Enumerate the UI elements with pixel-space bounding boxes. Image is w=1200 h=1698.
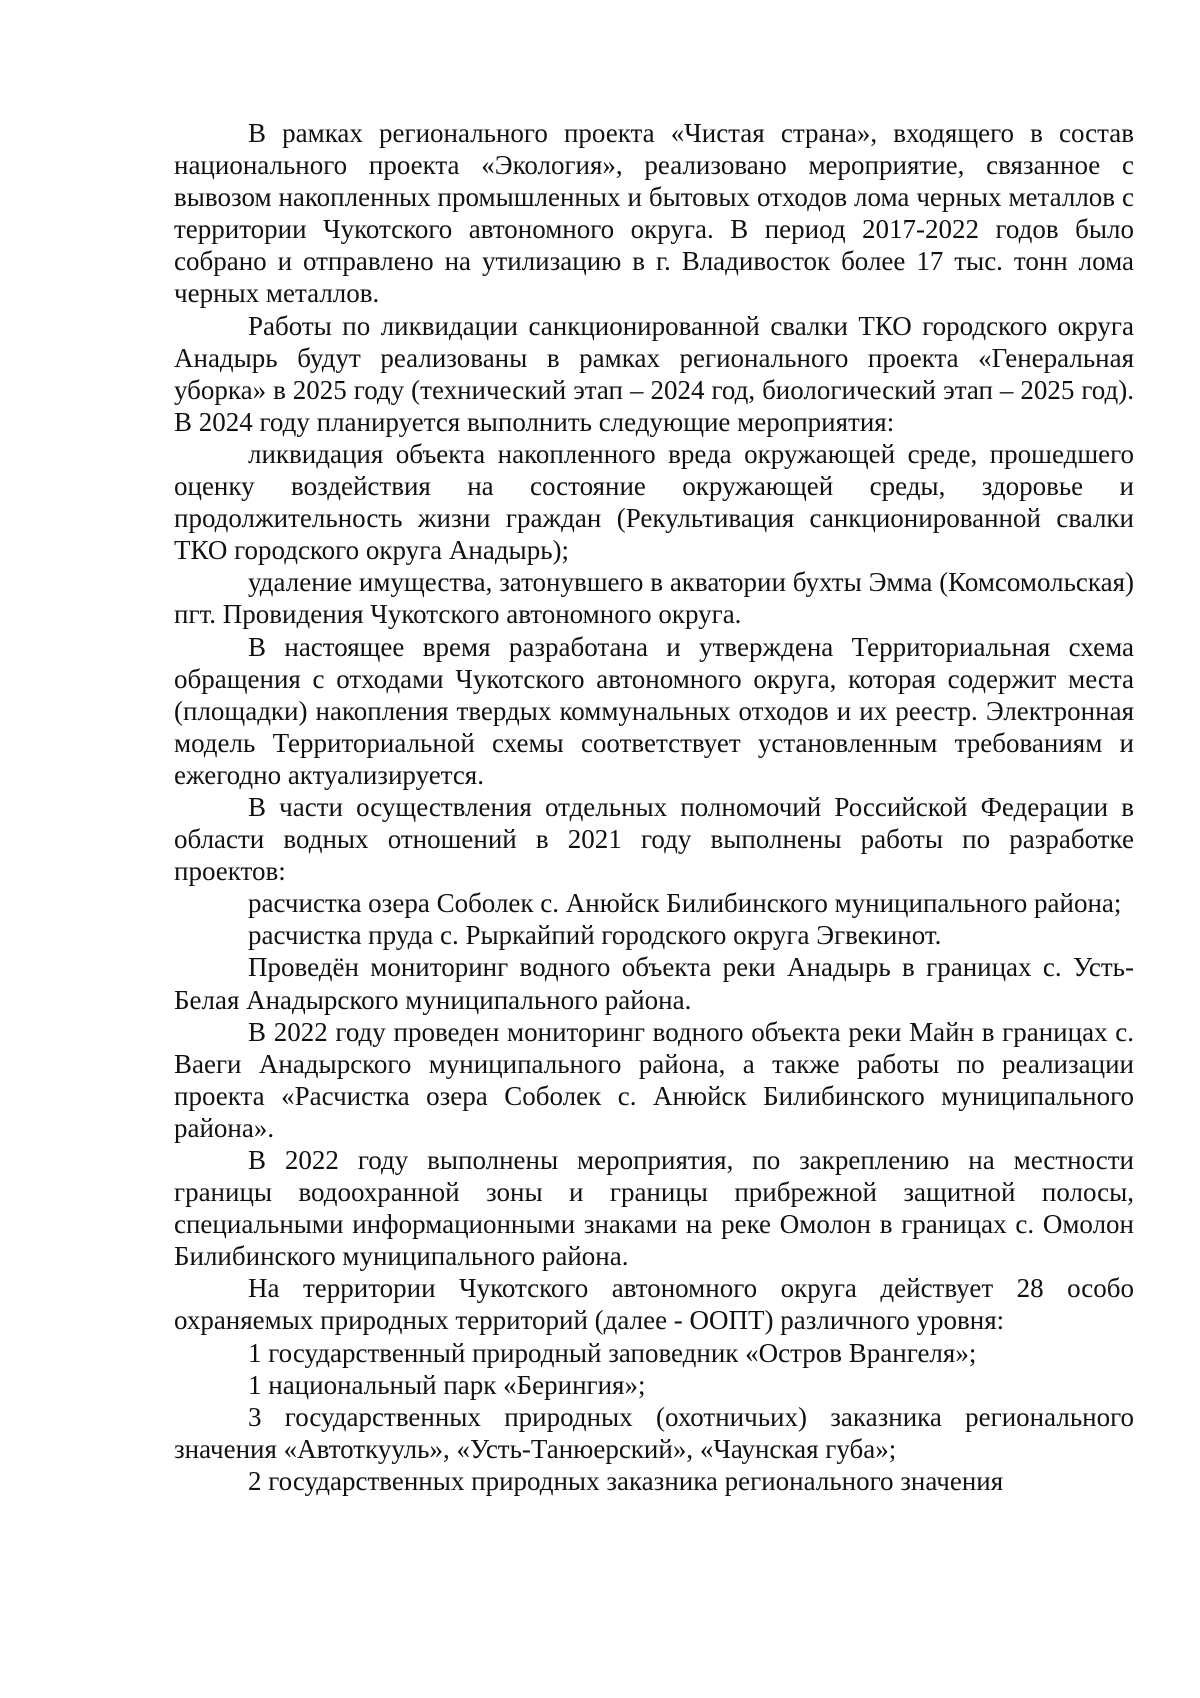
paragraph-anadyr-river-monitoring: Проведён мониторинг водного объекта реки Анадырь в границах с. Усть-Белая Анадырского муниципального района. — [174, 952, 1134, 1015]
paragraph-protected-areas: На территории Чукотского автономного округа действует 28 особо охраняемых природных территорий (далее - ООПТ) различного уровня: — [174, 1273, 1134, 1336]
paragraph-hunting-reserves: 3 государственных природных (охотничьих) заказника регионального значения «Автоткууль», «Усть-Танюерский», «Чаунская губа»; — [174, 1401, 1134, 1464]
paragraph-water-relations: В части осуществления отдельных полномочий Российской Федерации в области водных отношений в 2021 году выполнены работы по разработке проектов: — [174, 791, 1134, 887]
paragraph-accumulated-harm: ликвидация объекта накопленного вреда окружающей среде, прошедшего оценку воздействия на состояние окружающей среды, здоровье и продолжительность жизни граждан (Рекультивация санкционированной свалки ТКО городского округа Анадырь); — [174, 438, 1134, 566]
paragraph-lake-sobolek: расчистка озера Соболек с. Анюйск Билибинского муниципального района; — [248, 888, 1122, 919]
paragraph-anadyr-landfill: Работы по ликвидации санкционированной свалки ТКО городского округа Анадырь будут реализованы в рамках регионального проекта «Генеральная уборка» в 2025 году (технический этап – 2024 год, биологический этап – 2025 год). В 2024 году планируется выполнить следующие мероприятия: — [174, 310, 1134, 437]
paragraph-beringia-park: 1 национальный парк «Берингия»; — [248, 1369, 646, 1400]
paragraph-sunken-property: удаление имущества, затонувшего в акватории бухты Эмма (Комсомольская) пгт. Провидения Чукотского автономного округа. — [174, 567, 1134, 630]
paragraph-pond-ryrkaypiy: расчистка пруда с. Рыркайпий городского округа Эгвекинот. — [248, 920, 942, 951]
paragraph-clean-country-project: В рамках регионального проекта «Чистая страна», входящего в состав национального проекта «Экология», реализовано мероприятие, связанное с вывозом накопленных промышленных и бытовых отходов лома черных металлов с территории Чукотского автономного округа. В период 2017-2022 годов было собрано и отправлено на утилизацию в г. Владивосток более 17 тыс. тонн лома черных металлов. — [174, 118, 1134, 309]
paragraph-wrangel-reserve: 1 государственный природный заповедник «Остров Врангеля»; — [248, 1337, 977, 1368]
document-body — [174, 117, 1134, 1497]
paragraph-territorial-scheme: В настоящее время разработана и утверждена Территориальная схема обращения с отходами Чукотского автономного округа, которая содержит места (площадки) накопления твердых коммунальных отходов и их реестр. Электронная модель Территориальной схемы соответствует установленным требованиям и ежегодно актуализируется. — [174, 631, 1134, 790]
paragraph-omolon-water-zone: В 2022 году выполнены мероприятия, по закреплению на местности границы водоохранной зоны и границы прибрежной защитной полосы, специальными информационными знаками на реке Омолон в границах с. Омолон Билибинского муниципального района. — [174, 1145, 1134, 1272]
paragraph-main-river-monitoring: В 2022 году проведен мониторинг водного объекта реки Майн в границах с. Ваеги Анадырского муниципального района, а также работы по реализации проекта «Расчистка озера Соболек с. Анюйск Билибинского муниципального района». — [174, 1016, 1134, 1143]
paragraph-regional-reserves: 2 государственных природных заказника регионального значения — [248, 1465, 1004, 1496]
